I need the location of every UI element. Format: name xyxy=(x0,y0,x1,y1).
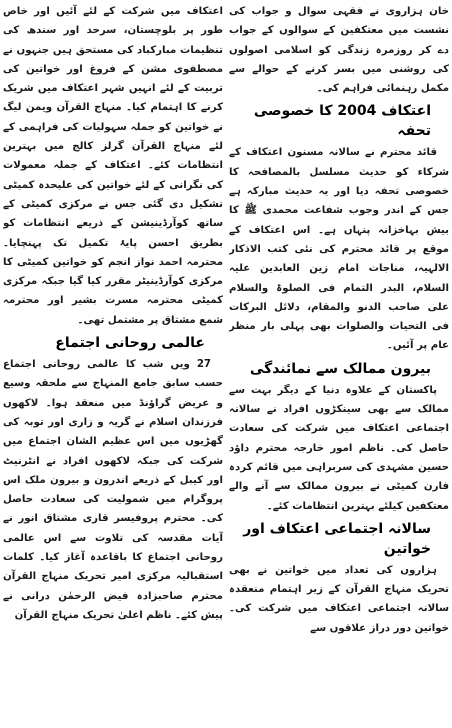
paragraph: ہزاروں کی تعداد میں خواتین نے بھی تحریک منہاج القرآن کے زیر اہتمام منعقدہ سالانہ اجتماعی اعتکاف میں شرکت کی۔ خواتین دور دراز علاقوں سے xyxy=(229,564,449,634)
section-heading: اعتکاف 2004 کا خصوصی تحفہ xyxy=(253,103,431,140)
paragraph: قائد محترم نے سالانہ مسنون اعتکاف کے شرکاء کو حدیث مسلسل بالمصافحہ کا خصوصی تحفہ دیا اور یہ حدیث مبارکہ ہے جس کے اندر وجوب شفاعت محمدی ﷺ کا بیش بہاخزانہ پنہاں ہے۔ اس اعتکاف کے موقع پر قائد محترم کی نئی کتب الاذکار الالہیہ، مناجات امام زین العابدین علیہ السلام، البدر التمام فی الصلوۃ والسلام علی صاحب الدنو والمقام، دلائل البرکات فی التحیات والصلوات بھی پہلی بار منظر عام پر آئیں۔ xyxy=(229,147,449,352)
section-heading: عالمی روحانی اجتماع xyxy=(55,335,205,352)
paragraph: پاکستان کے علاوہ دنیا کے دیگر بہت سے ممالک سے بھی سینکڑوں افراد نے سالانہ اجتماعی اعتکاف میں شرکت کی سعادت حاصل کی۔ ناظم امور خارجہ محترم داؤد حسین مشہدی کی سربراہی میں قائم کردہ فارن کمیٹی نے بیرون ممالک سے آنے والے معتکفین کیلئے بہترین انتظامات کئے۔ xyxy=(229,384,449,512)
paragraph: 27 ویں شب کا عالمی روحانی اجتماع حسب سابق جامع المنہاج سے ملحقہ وسیع و عریض گراؤنڈ میں منعقد ہوا۔ لاکھوں فرزندان اسلام نے گریہ و زاری اور توبہ کی گھڑیوں میں اس عظیم الشان اجتماع میں شرکت کی جبکہ لاکھوں افراد نے انٹرنیٹ اور کیبل کے ذریعے اندرون و بیرون ملک اس پروگرام میں شمولیت کی سعادت حاصل کی۔ محترم پروفیسر قاری مشتاق انور نے آیات مقدسہ کی تلاوت سے اس عالمی روحانی اجتماع کا باقاعدہ آغاز کیا۔ کلمات استقبالیہ مرکزی امیر تحریک منہاج القرآن محترم صاحبزادہ فیض الرحمٰن درانی نے پیش کئے۔ ناظم اعلیٰ تحریک منہاج القرآن xyxy=(3,359,223,621)
right-column xyxy=(229,2,449,726)
section-heading: سالانہ اجتماعی اعتکاف اور خواتین xyxy=(243,520,431,557)
section-heading: بیرون ممالک سے نمائندگی xyxy=(249,360,431,377)
paragraph: اعتکاف میں شرکت کے لئے آئیں اور خاص طور پر بلوچستان، سرحد اور سندھ کی تنظیمات مبارکباد کی مستحق ہیں جنہوں نے مصطفوی مشن کے فروغ اور خواتین کی تربیت کے لئے انہیں شہر اعتکاف میں شریک کرنے کا اہتمام کیا۔ منہاج القرآن ویمن لیگ نے خواتین کو جملہ سہولیات کی فراہمی کے لئے منہاج القرآن گرلز کالج میں بہترین انتظامات کئے۔ اعتکاف کے جملہ معمولات کی نگرانی کے لئے خواتین کی علیحدہ کمیٹی تشکیل دی گئی جس نے مرکزی کمیٹی کے ساتھ کوآرڈینیشن کے ذریعے انتظامات کو بطریق احسن پایۂ تکمیل تک پہنچایا۔ محترمہ احمد نواز انجم کو خواتین کمیٹی کا مرکزی کوآرڈینیٹر مقرر کیا گیا جبکہ مرکزی کمیٹی محترمہ مسرت بشیر اور محترمہ شمع مشتاق پر مشتمل تھی۔ xyxy=(3,6,223,326)
left-column xyxy=(3,2,223,726)
paragraph: خان ہزاروی نے فقہی سوال و جواب کی نشست میں معتکفین کے سوالوں کے جواب دے کر روزمرہ زندگی کو اسلامی اصولوں کی روشنی میں بسر کرنے کے حوالے سے مکمل رہنمائی فراہم کی۔ xyxy=(229,6,449,95)
